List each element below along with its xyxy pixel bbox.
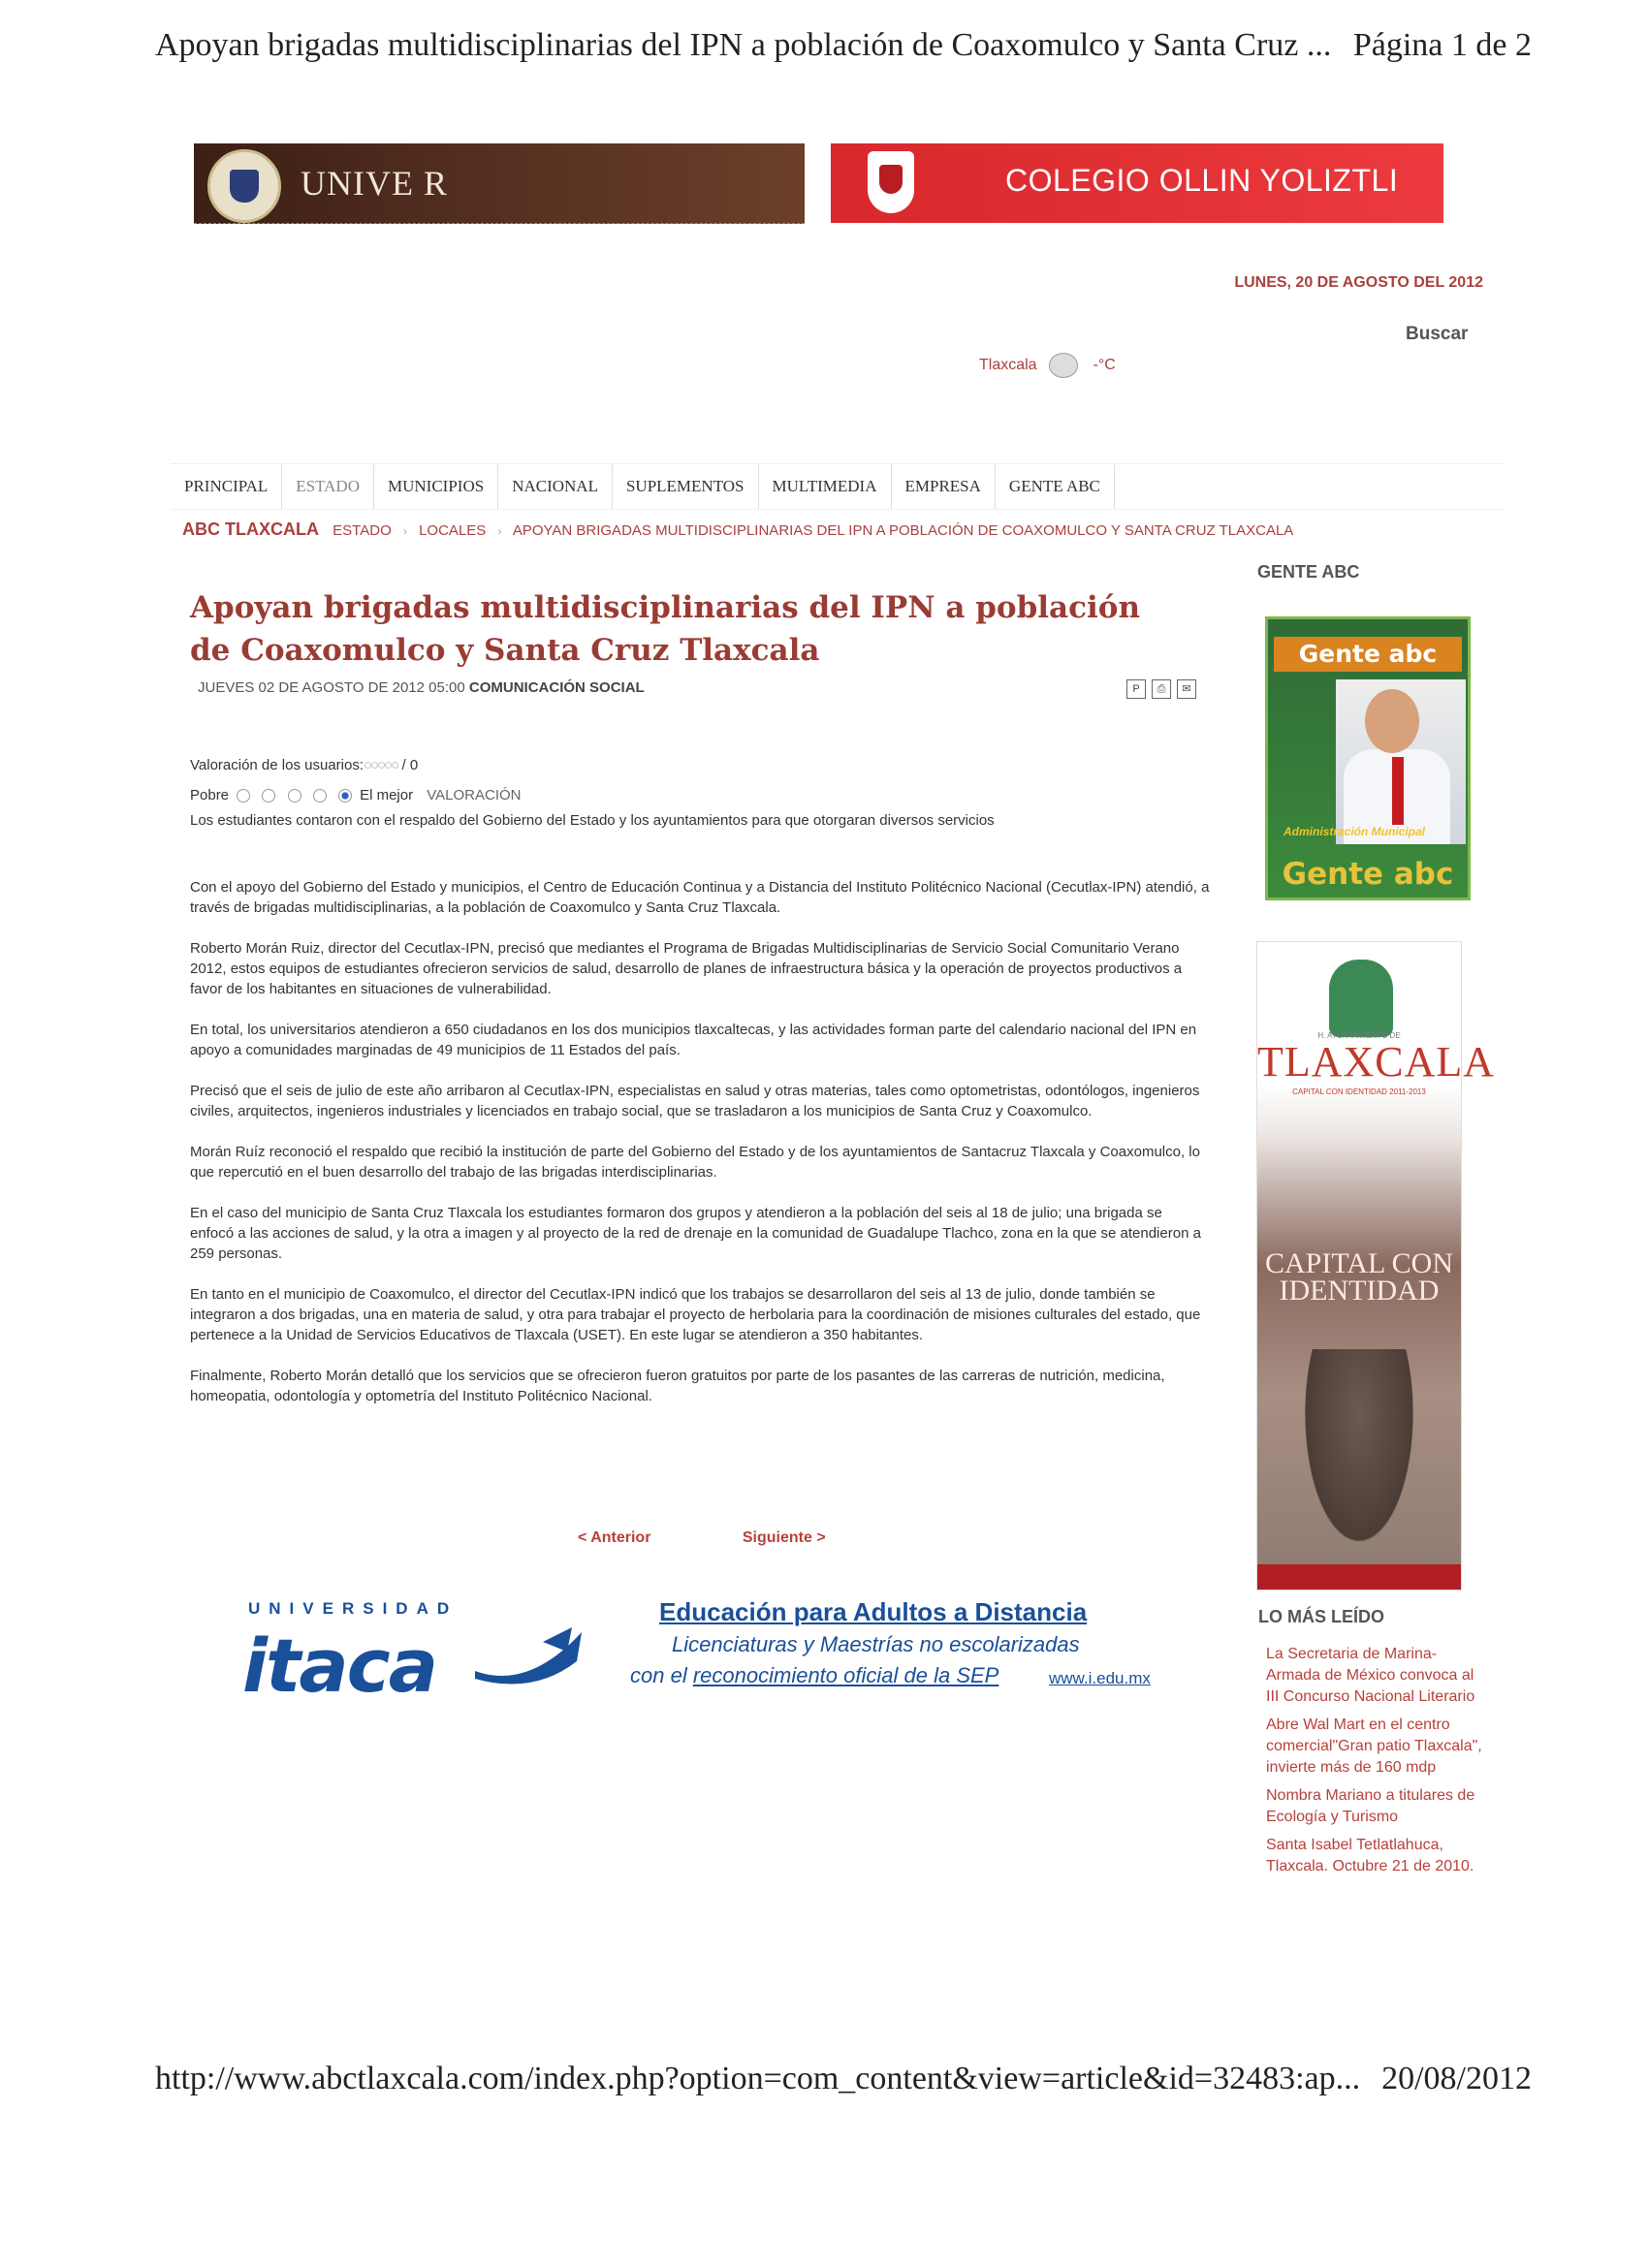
- article-date: JUEVES 02 DE AGOSTO DE 2012 05:00: [198, 679, 465, 696]
- cover-face: [1365, 689, 1419, 753]
- breadcrumb-locales[interactable]: LOCALES: [419, 522, 487, 539]
- tlaxcala-sub: CAPITAL CON IDENTIDAD 2011-2013: [1292, 1087, 1426, 1096]
- mas-leido-item[interactable]: Santa Isabel Tetlatlahuca, Tlaxcala. Octubre 21 de 2010.: [1266, 1837, 1474, 1874]
- nav-municipios[interactable]: MUNICIPIOS: [374, 464, 498, 509]
- print-date: 20/08/2012: [1381, 2061, 1532, 2096]
- rating-best-label: El mejor: [360, 787, 414, 803]
- rating-radio-3[interactable]: [288, 789, 301, 803]
- email-icon[interactable]: ✉: [1177, 679, 1196, 699]
- rating-block: [190, 750, 522, 810]
- rating-radio-2[interactable]: [262, 789, 275, 803]
- gente-abc-cover[interactable]: [1265, 616, 1471, 900]
- main-nav: [171, 463, 1503, 510]
- article-paragraph: En el caso del municipio de Santa Cruz Tlaxcala los estudiantes formaron dos grupos y atendieron a la población del seis al 18 de julio; una brigada se enfocó a las acciones de salud, y la otra a imagen y al proyecto de la red de drenaje en la comunidad de Guadalupe Tlachco, zona en la que se atendieron a 259 personas.: [190, 1205, 1201, 1262]
- university-banner-text: UNIVE R: [301, 164, 448, 203]
- article-intro: Los estudiantes contaron con el respaldo del Gobierno del Estado y los ayuntamientos para que otorgaran diversos servicios: [190, 812, 995, 829]
- mas-leido-item[interactable]: Abre Wal Mart en el centro comercial"Gran patio Tlaxcala", invierte más de 160 mdp: [1266, 1717, 1482, 1776]
- tlaxcala-capital: CAPITAL CON IDENTIDAD: [1265, 1247, 1453, 1307]
- itaca-recognition-prefix: con el: [630, 1663, 687, 1687]
- mas-leido-item[interactable]: Nombra Mariano a titulares de Ecología y Turismo: [1266, 1787, 1475, 1825]
- weather-icon: [1049, 353, 1078, 378]
- nav-nacional[interactable]: NACIONAL: [498, 464, 613, 509]
- article-paragraph: Finalmente, Roberto Morán detalló que los servicios que se ofrecieron fueron gratuitos por parte de los pasantes de las carreras de nutrición, medicina, homeopatia, odontología y optometría del Instituto Politécnico Nacional.: [190, 1368, 1165, 1404]
- tlaxcala-footer-band: [1257, 1564, 1461, 1590]
- rating-radio-5[interactable]: [338, 789, 352, 803]
- mas-leido-item[interactable]: La Secretaria de Marina-Armada de México convoca al III Concurso Nacional Literario: [1266, 1646, 1475, 1705]
- print-title: Apoyan brigadas multidisciplinarias del IPN a población de Coaxomulco y Santa Cruz ...: [155, 27, 1332, 63]
- cover-caption: Administración Municipal: [1284, 825, 1426, 838]
- article-paragraph: Con el apoyo del Gobierno del Estado y municipios, el Centro de Educación Continua y a Distancia del Instituto Politécnico Nacional (Cecutlax-IPN) atendió, a través de brigadas multidisciplinarias, a la población de Coaxomulco y Santa Cruz Tlaxcala.: [190, 879, 1210, 916]
- nav-multimedia[interactable]: MULTIMEDIA: [759, 464, 892, 509]
- mas-leido-heading: LO MÁS LEÍDO: [1258, 1607, 1384, 1626]
- article-tools: [1126, 679, 1196, 699]
- university-banner[interactable]: [194, 143, 805, 224]
- next-link[interactable]: Siguiente >: [742, 1529, 826, 1546]
- weather-widget: [979, 353, 1116, 378]
- article-paragraph: Roberto Morán Ruiz, director del Cecutlax-IPN, precisó que mediantes el Programa de Brigadas Multidisciplinarias de Servicio Social Comunitario Verano 2012, estos equipos de estudiantes ofrecieron servicios de salud, desarrollo de planes de infraestructura básica y la operación de proyectos productivos a favor de los habitantes en situaciones de vulnerabilidad.: [190, 940, 1183, 997]
- colegio-crest-icon: [868, 151, 914, 213]
- tlaxcala-pre: H. AYUNTAMIENTO DE: [1317, 1031, 1401, 1040]
- itaca-recognition: [630, 1663, 998, 1688]
- breadcrumb-current: APOYAN BRIGADAS MULTIDISCIPLINARIAS DEL IPN A POBLACIÓN DE COAXOMULCO Y SANTA CRUZ TLAXCALA: [512, 522, 1294, 539]
- rating-value: / 0: [401, 757, 419, 773]
- itaca-headline: Educación para Adultos a Distancia: [659, 1597, 1088, 1626]
- prev-link[interactable]: < Anterior: [578, 1529, 651, 1546]
- article-paragraph: En tanto en el municipio de Coaxomulco, el director del Cecutlax-IPN indicó que los trabajos se desarrollaron del seis al 13 de julio, donde también se integraron a dos brigadas, una en materia de salud, y otra para trabajar el proyecto de herbolaria para la coordinación de misiones culturales del estado, que pertenece a la Unidad de Servicios Educativos de Tlaxcala (USET). En este lugar se atendieron a 350 habitantes.: [190, 1286, 1201, 1343]
- cover-photo: [1336, 679, 1466, 844]
- breadcrumb-home[interactable]: ABC TLAXCALA: [182, 520, 319, 539]
- article-paragraph: Morán Ruíz reconoció el respaldo que recibió la institución de parte del Gobierno del Estado y de los ayuntamientos de Santacruz Tlaxcala y Coaxomulco, lo que repercutió en el buen desarrollo del trabajo de las brigadas interdisciplinarias.: [190, 1144, 1200, 1181]
- itaca-url[interactable]: www.i.edu.mx: [1049, 1669, 1151, 1687]
- rating-label: Valoración de los usuarios:: [190, 757, 364, 773]
- print-footer: [155, 2061, 1532, 2097]
- nav-gente-abc[interactable]: GENTE ABC: [996, 464, 1115, 509]
- breadcrumb-estado[interactable]: ESTADO: [333, 522, 392, 539]
- article-paragraph: En total, los universitarios atendieron a 650 ciudadanos en los dos municipios tlaxcaltecas, y las actividades forman parte del calendario nacional del IPN en apoyo a comunidades marginadas de 49 municipios de 11 Estados del país.: [190, 1022, 1197, 1058]
- rating-poor-label: Pobre: [190, 787, 230, 803]
- print-url: http://www.abctlaxcala.com/index.php?option=com_content&view=article&id=32483:ap...: [155, 2061, 1361, 2096]
- nav-principal[interactable]: PRINCIPAL: [171, 464, 282, 509]
- current-date: LUNES, 20 DE AGOSTO DEL 2012: [1234, 274, 1483, 291]
- rating-radio-4[interactable]: [313, 789, 327, 803]
- article-author: COMUNICACIÓN SOCIAL: [468, 679, 645, 696]
- rating-stars-icon: ○○○○○: [364, 757, 398, 773]
- itaca-wave-icon: [475, 1622, 582, 1690]
- itaca-subline: Licenciaturas y Maestrías no escolarizadas: [672, 1632, 1080, 1656]
- tlaxcala-ad[interactable]: [1256, 941, 1496, 1591]
- cover-tie: [1392, 757, 1404, 825]
- article-paragraph: Precisó que el seis de julio de este año arribaron al Cecutlax-IPN, especialistas en salud y otras materias, tales como optometristas, odontólogos, ingenieros civiles, arquitectos, ingenieros industriales y licenciados en trabajo social, que se trasladaron a los municipios de Santa Cruz y Coaxomulco.: [190, 1083, 1200, 1119]
- colegio-banner-text: COLEGIO OLLIN YOLIZTLI: [1005, 163, 1399, 198]
- gente-abc-heading: GENTE ABC: [1257, 562, 1360, 582]
- article-body: [190, 810, 1210, 1427]
- article-pager: [578, 1529, 913, 1547]
- itaca-ad[interactable]: [242, 1595, 1173, 1709]
- statue-image: [1296, 1349, 1422, 1562]
- cover-bottom-title: Gente abc: [1282, 857, 1454, 892]
- tlaxcala-crest-icon: [1329, 960, 1393, 1037]
- print-page-number: Página 1 de 2: [1352, 27, 1532, 63]
- mas-leido-list: [1266, 1644, 1489, 1884]
- breadcrumb-separator-icon: ›: [497, 524, 502, 538]
- nav-suplementos[interactable]: SUPLEMENTOS: [613, 464, 759, 509]
- itaca-logo: itaca: [242, 1622, 437, 1709]
- rating-submit-button[interactable]: VALORACIÓN: [427, 787, 522, 803]
- rating-radio-1[interactable]: [237, 789, 250, 803]
- breadcrumb-separator-icon: ›: [402, 524, 407, 538]
- weather-temp: -°C: [1093, 357, 1116, 373]
- print-icon[interactable]: ⎙: [1152, 679, 1171, 699]
- article-meta: [198, 679, 645, 696]
- university-seal-icon: [207, 149, 281, 223]
- article-title: Apoyan brigadas multidisciplinarias del IPN a población de Coaxomulco y Santa Cruz Tlaxcala: [190, 590, 1140, 668]
- search-button[interactable]: Buscar: [1406, 324, 1469, 344]
- print-header: [155, 27, 1532, 64]
- colegio-banner[interactable]: [831, 143, 1443, 223]
- itaca-university-label: UNIVERSIDAD: [248, 1599, 459, 1618]
- pdf-icon[interactable]: P: [1126, 679, 1146, 699]
- nav-empresa[interactable]: EMPRESA: [892, 464, 996, 509]
- tlaxcala-name: TLAXCALA: [1257, 1038, 1496, 1086]
- nav-estado[interactable]: ESTADO: [282, 464, 374, 509]
- breadcrumb: [182, 520, 1293, 540]
- weather-city: Tlaxcala: [979, 357, 1037, 373]
- cover-title: Gente abc: [1274, 637, 1462, 672]
- itaca-recognition-link: reconocimiento oficial de la SEP: [692, 1663, 999, 1687]
